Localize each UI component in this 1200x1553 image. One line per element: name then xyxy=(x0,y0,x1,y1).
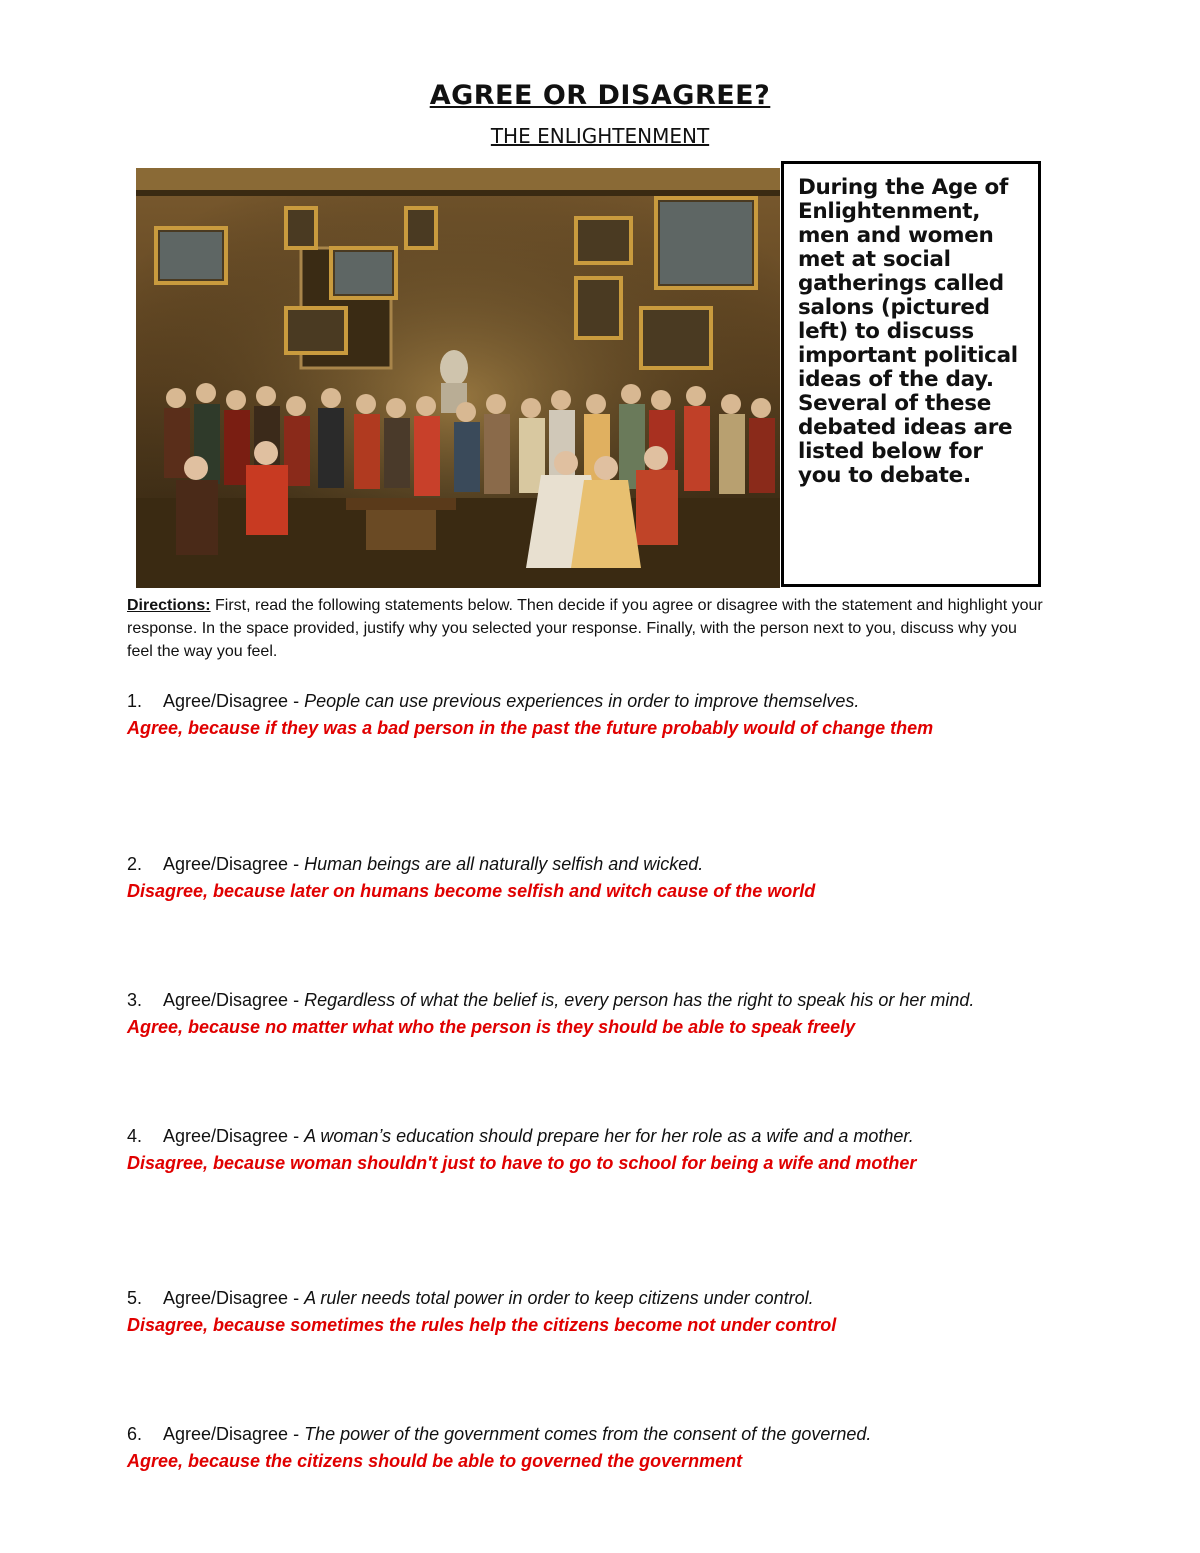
statement-item-4 xyxy=(127,1123,1077,1177)
item-statement: A woman’s education should prepare her for her role as a wife and a mother. xyxy=(304,1126,914,1146)
salon-info-box xyxy=(781,161,1041,587)
item-answer: Disagree, because sometimes the rules help the citizens become not under control xyxy=(127,1315,837,1335)
page-subtitle: THE ENLIGHTENMENT xyxy=(490,124,710,148)
item-number: 4. xyxy=(127,1126,143,1146)
statement-item-2 xyxy=(127,851,1077,905)
item-statement: A ruler needs total power in order to keep citizens under control. xyxy=(304,1288,814,1308)
page-title: AGREE OR DISAGREE? xyxy=(429,80,771,111)
salon-painting-image xyxy=(136,168,780,588)
item-prefix: Agree/Disagree - xyxy=(163,990,305,1010)
item-statement: The power of the government comes from the consent of the governed. xyxy=(304,1424,872,1444)
statement-item-6 xyxy=(127,1421,1077,1475)
item-answer: Disagree, because later on humans become selfish and witch cause of the world xyxy=(127,881,816,901)
directions-paragraph xyxy=(127,594,1047,663)
directions-label: Directions: xyxy=(127,597,211,614)
item-statement: People can use previous experiences in order to improve themselves. xyxy=(304,691,860,711)
item-number: 3. xyxy=(127,990,143,1010)
item-number: 6. xyxy=(127,1424,143,1444)
item-number: 5. xyxy=(127,1288,143,1308)
item-answer: Agree, because the citizens should be able to governed the government xyxy=(127,1451,743,1471)
item-prefix: Agree/Disagree - xyxy=(163,854,305,874)
item-number: 2. xyxy=(127,854,143,874)
item-prefix: Agree/Disagree - xyxy=(163,1126,305,1146)
item-prefix: Agree/Disagree - xyxy=(163,1424,305,1444)
item-answer: Agree, because if they was a bad person in the past the future probably would of change them xyxy=(127,718,934,738)
item-statement: Human beings are all naturally selfish and wicked. xyxy=(304,854,704,874)
item-answer: Agree, because no matter what who the person is they should be able to speak freely xyxy=(127,1017,856,1037)
item-answer: Disagree, because woman shouldn't just to have to go to school for being a wife and mother xyxy=(127,1153,917,1173)
statement-item-5 xyxy=(127,1285,1077,1339)
item-statement: Regardless of what the belief is, every person has the right to speak his or her mind. xyxy=(304,990,975,1010)
salon-info-text: During the Age of Enlightenment, men and women met at social gatherings called salons (pictured left) to discuss important political ideas of the day. Several of these debated ideas are listed below for you to debate. xyxy=(798,175,1018,488)
directions-text: First, read the following statements below. Then decide if you agree or disagree with the statement and highlight your response. In the space provided, justify why you selected your response. Finally, with the person next to you, discuss why you feel the way you feel. xyxy=(127,597,1043,660)
item-number: 1. xyxy=(127,691,143,711)
statement-item-1 xyxy=(127,688,1077,742)
item-prefix: Agree/Disagree - xyxy=(163,1288,305,1308)
item-prefix: Agree/Disagree - xyxy=(163,691,305,711)
statement-item-3 xyxy=(127,987,1077,1041)
